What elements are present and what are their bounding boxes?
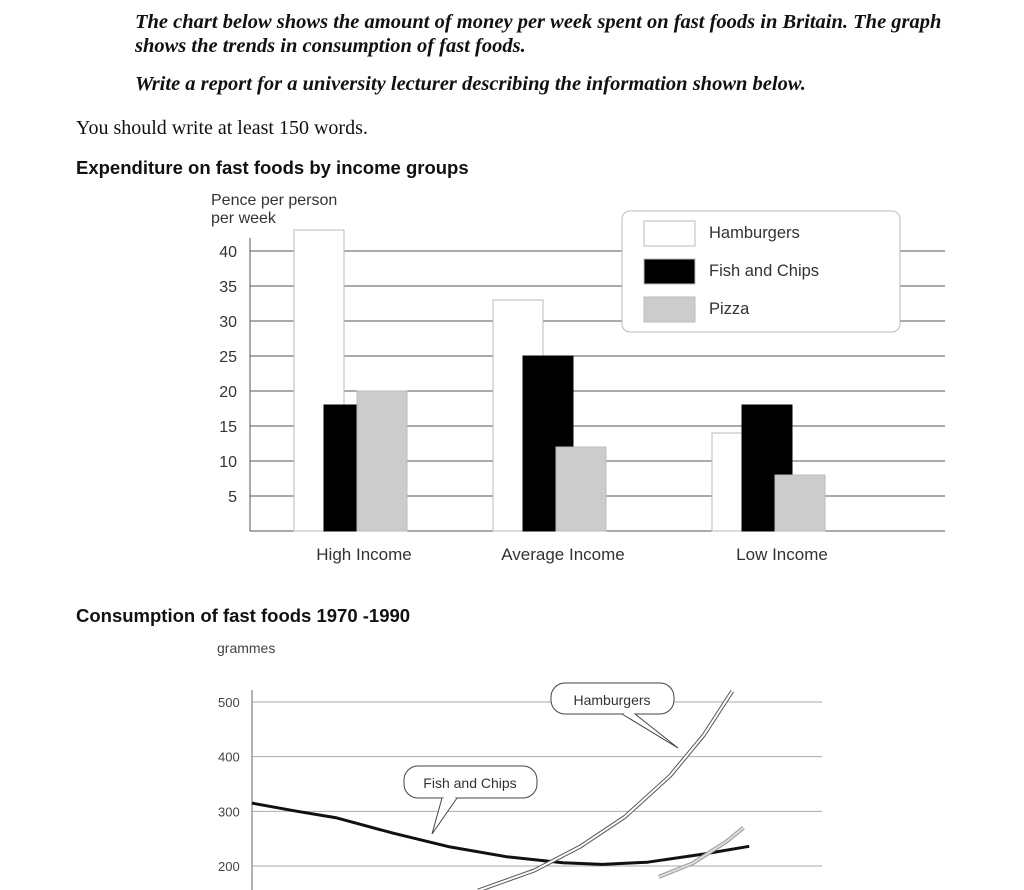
x-category-label: Average Income	[501, 545, 625, 564]
legend-label: Hamburgers	[709, 224, 800, 242]
y-axis-label: grammes	[217, 640, 276, 656]
y-tick-label: 300	[218, 804, 240, 820]
y-axis-label-line-1: Pence per person	[211, 192, 338, 209]
task-paragraph-2: Write a report for a university lecturer describing the information shown below.	[135, 73, 806, 95]
y-tick-label: 200	[218, 859, 240, 874]
y-tick-label: 10	[219, 454, 237, 471]
y-tick-label: 25	[219, 349, 237, 366]
legend-label: Pizza	[709, 300, 750, 318]
y-tick-label: 5	[228, 489, 237, 506]
legend-label: Fish and Chips	[709, 262, 820, 280]
line-fish-and-chips	[252, 803, 749, 864]
bar-chart-title: Expenditure on fast foods by income groups	[76, 157, 469, 178]
y-tick-label: 35	[219, 279, 237, 296]
x-category-label: Low Income	[736, 545, 828, 564]
y-tick-label: 40	[219, 244, 237, 261]
callout-hamburgers-pointer	[622, 714, 678, 748]
y-tick-label: 20	[219, 384, 237, 401]
y-tick-label: 30	[219, 314, 237, 331]
word-count-instruction: You should write at least 150 words.	[76, 117, 368, 139]
callout-fish-and-chips-label: Fish and Chips	[423, 775, 517, 791]
line-chart-title: Consumption of fast foods 1970 -1990	[76, 605, 411, 626]
callout-fish-and-chips-pointer	[432, 798, 457, 834]
y-tick-label: 15	[219, 419, 237, 436]
line-pizza-outline	[659, 828, 744, 877]
line-pizza	[659, 828, 744, 877]
task-paragraph-1: The chart below shows the amount of money per week spent on fast foods in Britain. The graph shows the trends in consumption of fast foods.	[135, 11, 942, 57]
callout-hamburgers-label: Hamburgers	[573, 692, 651, 708]
y-axis-label-line-2: per week	[211, 210, 276, 227]
x-category-label: High Income	[316, 545, 412, 564]
y-tick-label: 400	[218, 749, 240, 765]
y-tick-label: 500	[218, 695, 240, 710]
